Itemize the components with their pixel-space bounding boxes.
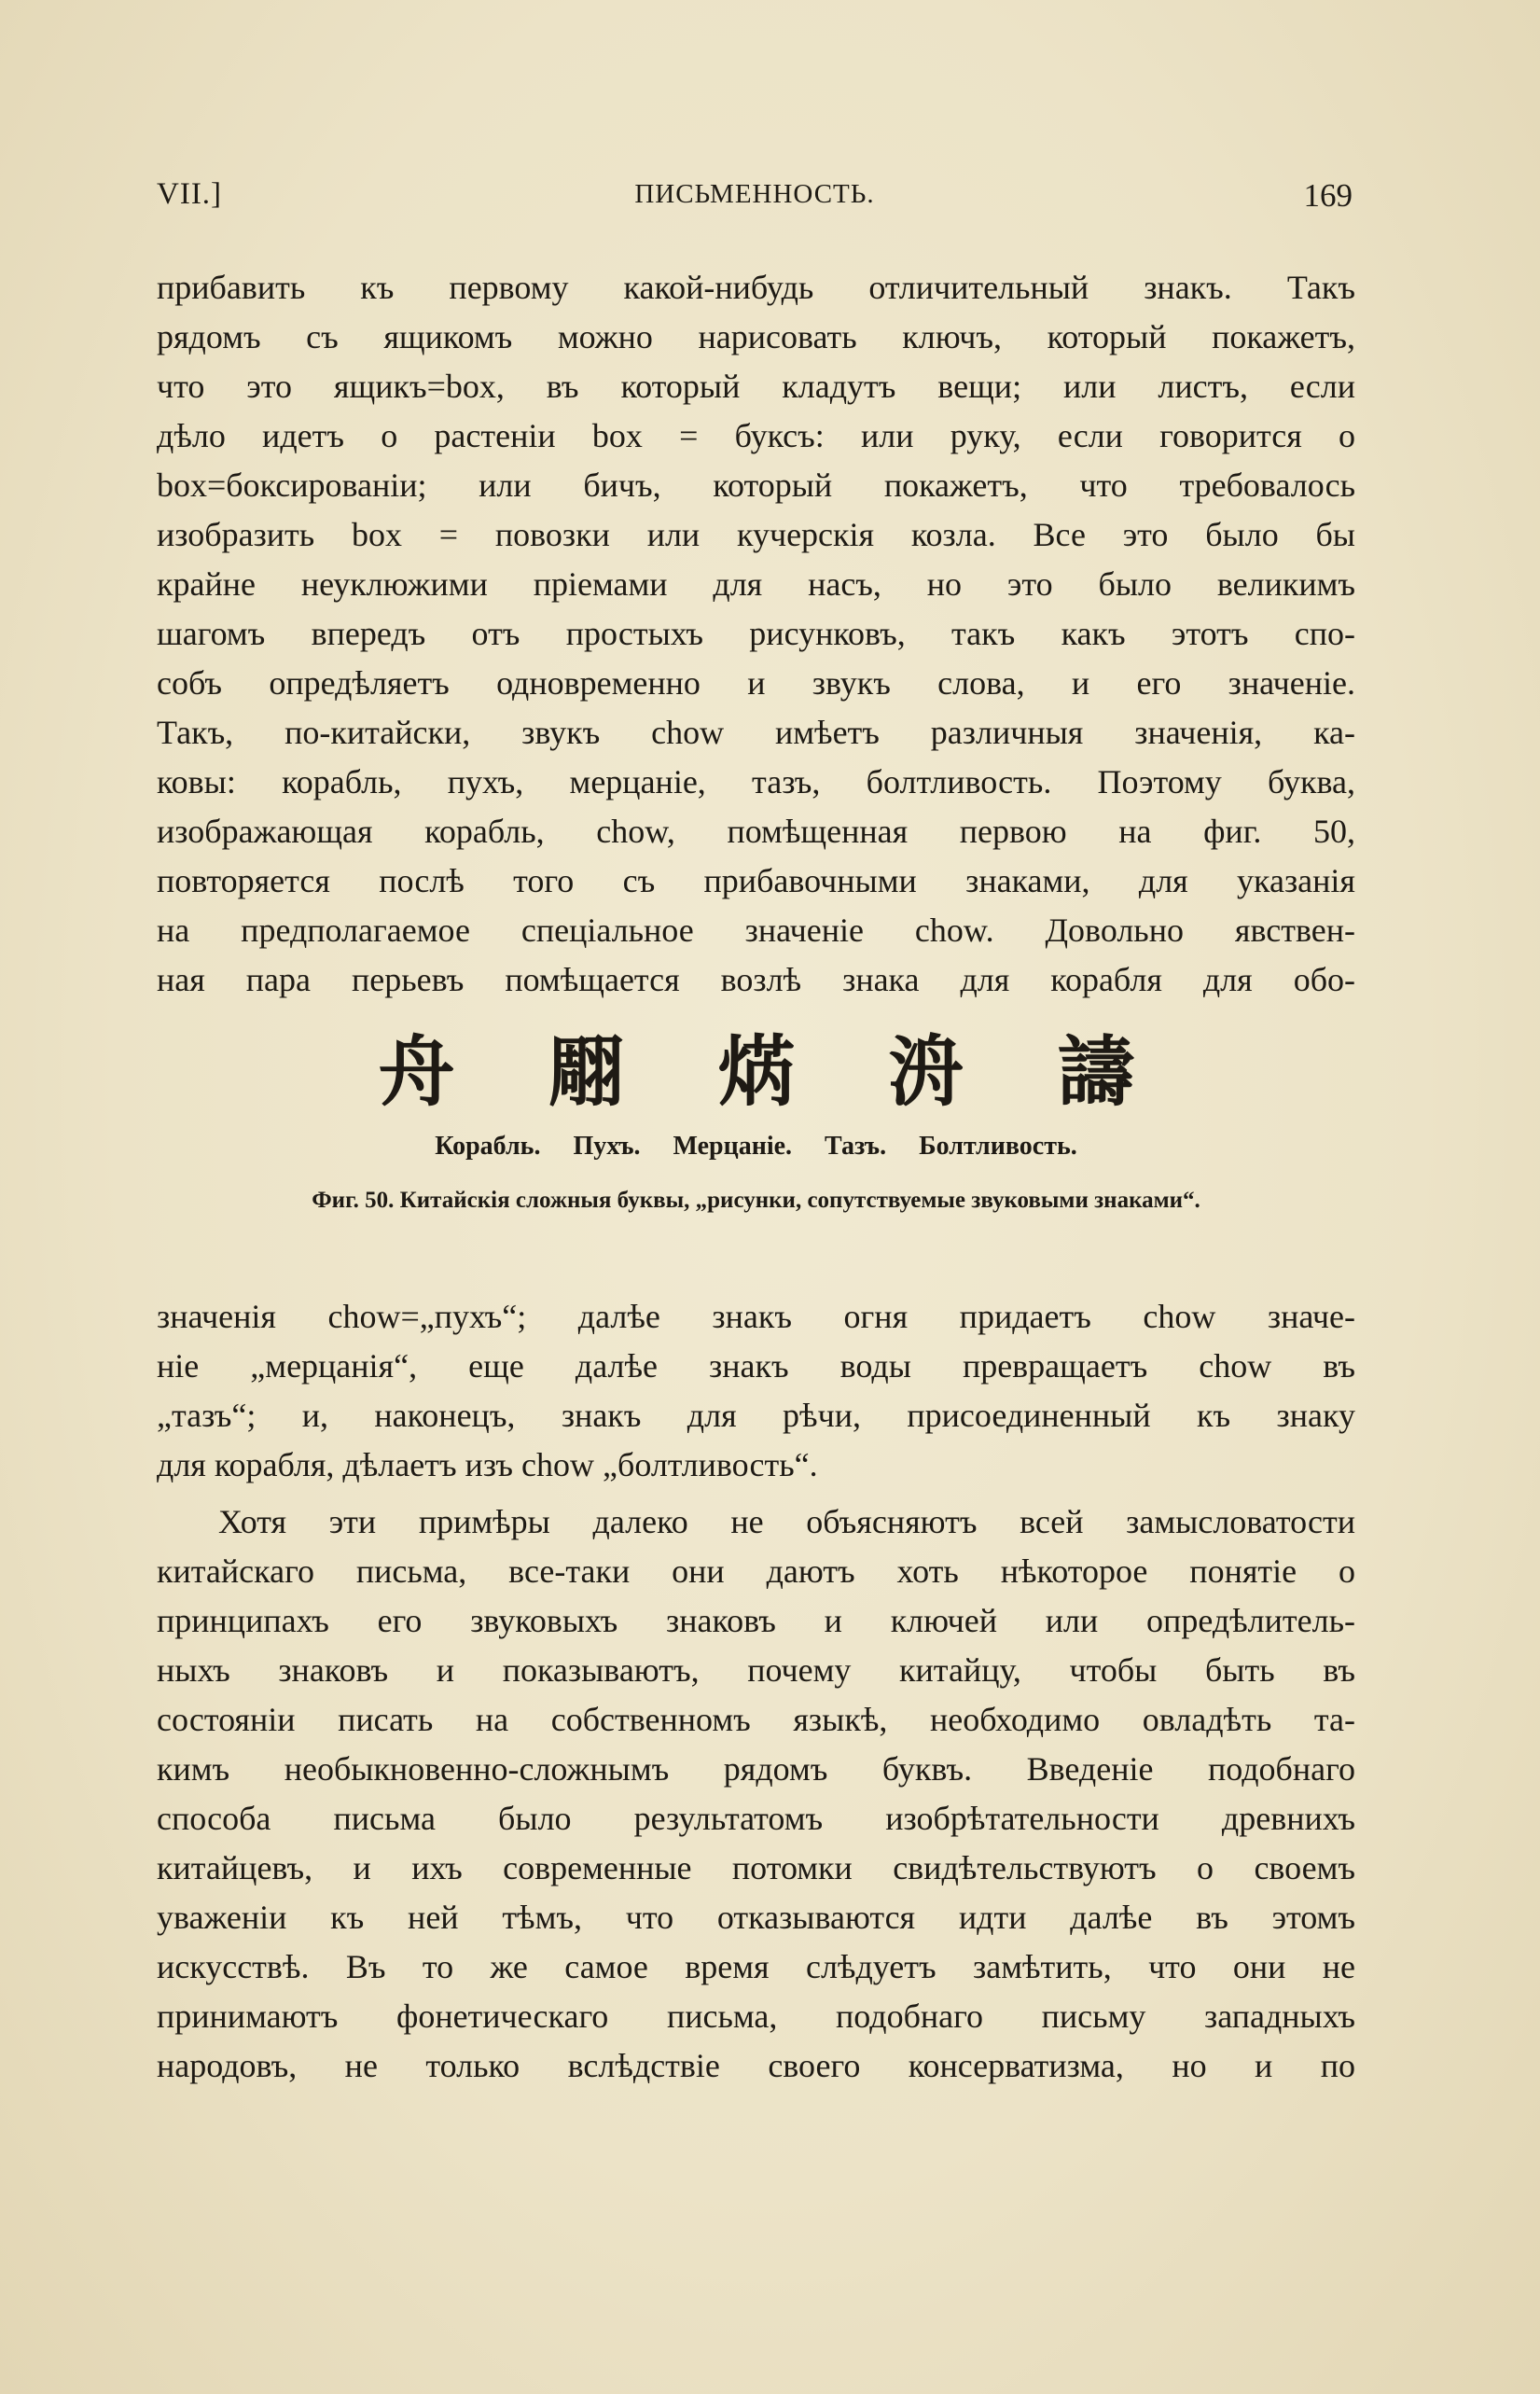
figure-labels: Корабль. Пухъ. Мерцаніе. Тазъ. Болтливость. <box>435 1132 1077 1161</box>
chinese-character-basin: 洀 <box>887 1028 964 1117</box>
figure-caption: Фиг. 50. Китайскія сложныя буквы, „рисунки, сопутствуемые звуковыми знаками“. <box>312 1188 1200 1213</box>
text-line: Такъ, по-китайски, звукъ chow имѣетъ различныя значенія, ка- <box>157 714 1355 751</box>
text-line: кимъ необыкновенно-сложнымъ рядомъ буквъ. Введеніе подобнаго <box>157 1750 1355 1788</box>
text-line: ныхъ знаковъ и показываютъ, почему китайцу, чтобы быть въ <box>157 1651 1355 1689</box>
text-line: искусствѣ. Въ то же самое время слѣдуетъ замѣтить, что они не <box>157 1948 1355 1985</box>
text-line: народовъ, не только вслѣдствіе своего консерватизма, но и по <box>157 2047 1355 2084</box>
text-line: ная пара перьевъ помѣщается возлѣ знака для корабля для обо- <box>157 961 1355 998</box>
text-line: box=боксированіи; или бичъ, который покажетъ, что требовалось <box>157 466 1355 504</box>
chinese-characters-row <box>157 1022 1355 1124</box>
text-line: рядомъ съ ящикомъ можно нарисовать ключъ, который покажетъ, <box>157 318 1355 355</box>
text-line: уваженіи къ ней тѣмъ, что отказываются идти далѣе въ этомъ <box>157 1899 1355 1936</box>
figure-50 <box>157 1022 1355 1219</box>
text-line: дѣло идетъ о растеніи box = буксъ: или руку, если говорится о <box>157 417 1355 454</box>
running-title: ПИСЬМЕННОСТЬ. <box>634 179 875 209</box>
text-line: принципахъ его звуковыхъ знаковъ и ключей или опредѣлитель- <box>157 1602 1355 1639</box>
text-line: способа письма было результатомъ изобрѣтательности древнихъ <box>157 1800 1355 1837</box>
text-line: крайне неуклюжими пріемами для насъ, но это было великимъ <box>157 565 1355 603</box>
text-line: прибавить къ первому какой-нибудь отличительный знакъ. Такъ <box>157 269 1355 306</box>
paragraph-2 <box>157 1292 1355 1490</box>
text-line: принимаютъ фонетическаго письма, подобнаго письму западныхъ <box>157 1997 1355 2035</box>
chinese-character-down: 翢 <box>548 1028 625 1117</box>
text-line: ніе „мерцанія“, еще далѣе знакъ воды превращаетъ chow въ <box>157 1347 1355 1385</box>
text-line: для корабля, дѣлаетъ изъ chow „болтливость“. <box>157 1446 818 1483</box>
text-line: на предполагаемое спеціальное значеніе chow. Довольно явствен- <box>157 912 1355 949</box>
text-line: шагомъ впередъ отъ простыхъ рисунковъ, такъ какъ этотъ спо- <box>157 615 1355 652</box>
text-line: повторяется послѣ того съ прибавочными знаками, для указанія <box>157 862 1355 899</box>
chapter-number: VII.] <box>157 177 223 211</box>
chinese-character-talkative: 譸 <box>1057 1028 1134 1117</box>
text-line: состояніи писать на собственномъ языкѣ, необходимо овладѣть та- <box>157 1701 1355 1738</box>
text-line: собъ опредѣляетъ одновременно и звукъ слова, и его значеніе. <box>157 664 1355 702</box>
chinese-character-ship: 舟 <box>378 1028 455 1117</box>
page-number: 169 <box>1303 177 1353 214</box>
text-line: ковы: корабль, пухъ, мерцаніе, тазъ, болтливость. Поэтому буква, <box>157 763 1355 800</box>
text-line: китайцевъ, и ихъ современные потомки свидѣтельствуютъ о своемъ <box>157 1849 1355 1886</box>
text-line: изображающая корабль, chow, помѣщенная первою на фиг. 50, <box>157 813 1355 850</box>
chinese-character-glitter: 焫 <box>717 1028 795 1117</box>
text-line: значенія chow=„пухъ“; далѣе знакъ огня придаетъ chow значе- <box>157 1298 1355 1335</box>
text-line: китайскаго письма, все-таки они даютъ хоть нѣкоторое понятіе о <box>157 1552 1355 1590</box>
text-line: Хотя эти примѣры далеко не объясняютъ всей замысловатости <box>218 1503 1355 1540</box>
text-line: „тазъ“; и, наконецъ, знакъ для рѣчи, присоединенный къ знаку <box>157 1397 1355 1434</box>
page-header <box>157 177 1353 224</box>
paragraph-1 <box>157 263 1355 1005</box>
text-line: изобразить box = повозки или кучерскія козла. Все это было бы <box>157 516 1355 553</box>
paragraph-3 <box>157 1497 1355 2091</box>
text-line: что это ящикъ=box, въ который кладутъ вещи; или листъ, если <box>157 368 1355 405</box>
